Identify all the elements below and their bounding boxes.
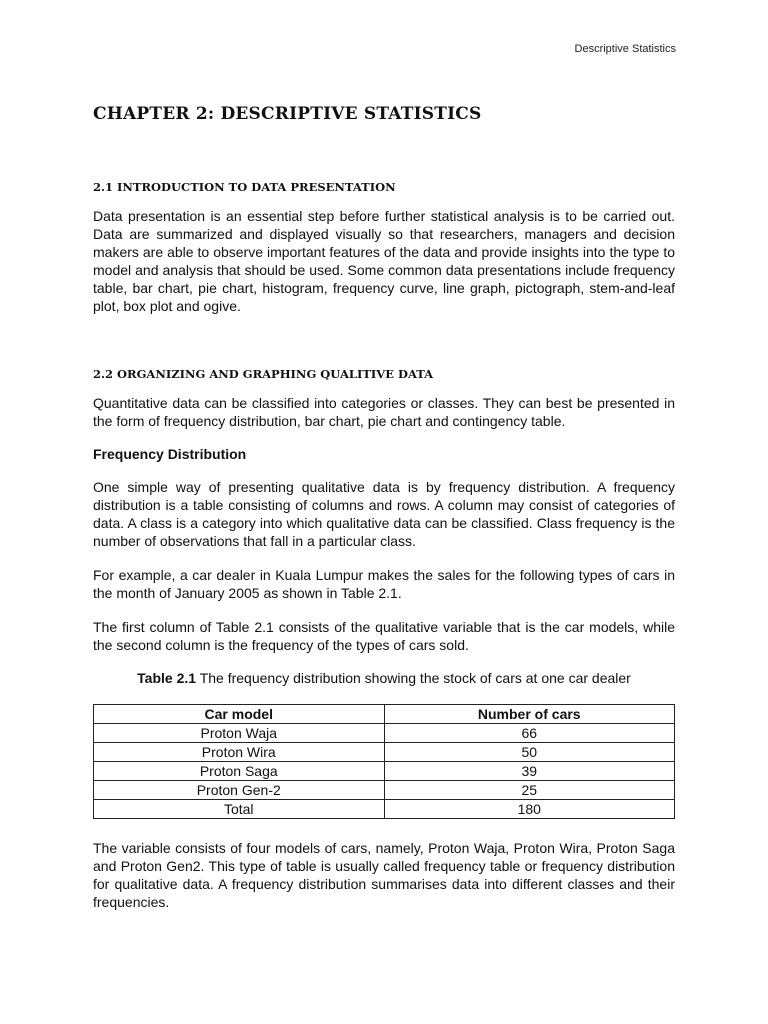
chapter-title: CHAPTER 2: DESCRIPTIVE STATISTICS [93, 104, 482, 124]
column-header-number-of-cars: Number of cars [384, 705, 675, 724]
table-caption-text: The frequency distribution showing the stock of cars at one car dealer [196, 670, 631, 686]
table-caption-label: Table 2.1 [137, 670, 197, 686]
table-row [94, 743, 675, 762]
section-2-2-intro: Quantitative data can be classified into categories or classes. They can best be presented in the form of frequency distribution, bar chart, pie chart and contingency table. [93, 395, 675, 429]
car-model-cell: Proton Gen-2 [94, 781, 385, 800]
frequency-distribution-heading: Frequency Distribution [93, 446, 247, 462]
count-cell: 25 [384, 781, 675, 800]
table-row [94, 781, 675, 800]
closing-paragraph: The variable consists of four models of cars, namely, Proton Waja, Proton Wira, Proton Saga and Proton Gen2. This type of table is usually called frequency table or frequency distribution for qualitative data. A frequency distribution summarises data into different classes and their frequencies. [93, 840, 675, 910]
table-total-row [94, 800, 675, 819]
section-2-2-title: 2.2 ORGANIZING AND GRAPHING QUALITIVE DATA [93, 367, 434, 381]
page-content [93, 104, 675, 927]
frequency-distribution-paragraph: One simple way of presenting qualitative data is by frequency distribution. A frequency distribution is a table consisting of columns and rows. A column may consist of categories of data. A class is a category into which qualitative data can be classified. Class frequency is the number of observations that fall in a particular class. [93, 479, 675, 549]
total-count-cell: 180 [384, 800, 675, 819]
table-header-row [94, 705, 675, 724]
example-paragraph: For example, a car dealer in Kuala Lumpur makes the sales for the following types of cars in the month of January 2005 as shown in Table 2.1. [93, 567, 675, 601]
count-cell: 50 [384, 743, 675, 762]
table-row [94, 724, 675, 743]
table-description-paragraph: The first column of Table 2.1 consists of the qualitative variable that is the car models, while the second column is the frequency of the types of cars sold. [93, 619, 675, 653]
table-row [94, 762, 675, 781]
section-2-1-paragraph: Data presentation is an essential step before further statistical analysis is to be carried out. Data are summarized and displayed visually so that researchers, managers and decision makers are able to observe important features of the data and provide insights into the type to model and analysis that should be used. Some common data presentations include frequency table, bar chart, pie chart, histogram, frequency curve, line graph, pictograph, stem-and-leaf plot, box plot and ogive. [93, 208, 675, 314]
count-cell: 66 [384, 724, 675, 743]
running-header: Descriptive Statistics [574, 43, 676, 55]
total-label-cell: Total [94, 800, 385, 819]
column-header-car-model: Car model [94, 705, 385, 724]
table-caption [93, 670, 675, 686]
count-cell: 39 [384, 762, 675, 781]
frequency-table [93, 704, 675, 819]
car-model-cell: Proton Saga [94, 762, 385, 781]
section-2-1-title: 2.1 INTRODUCTION TO DATA PRESENTATION [93, 180, 396, 194]
car-model-cell: Proton Wira [94, 743, 385, 762]
car-model-cell: Proton Waja [94, 724, 385, 743]
